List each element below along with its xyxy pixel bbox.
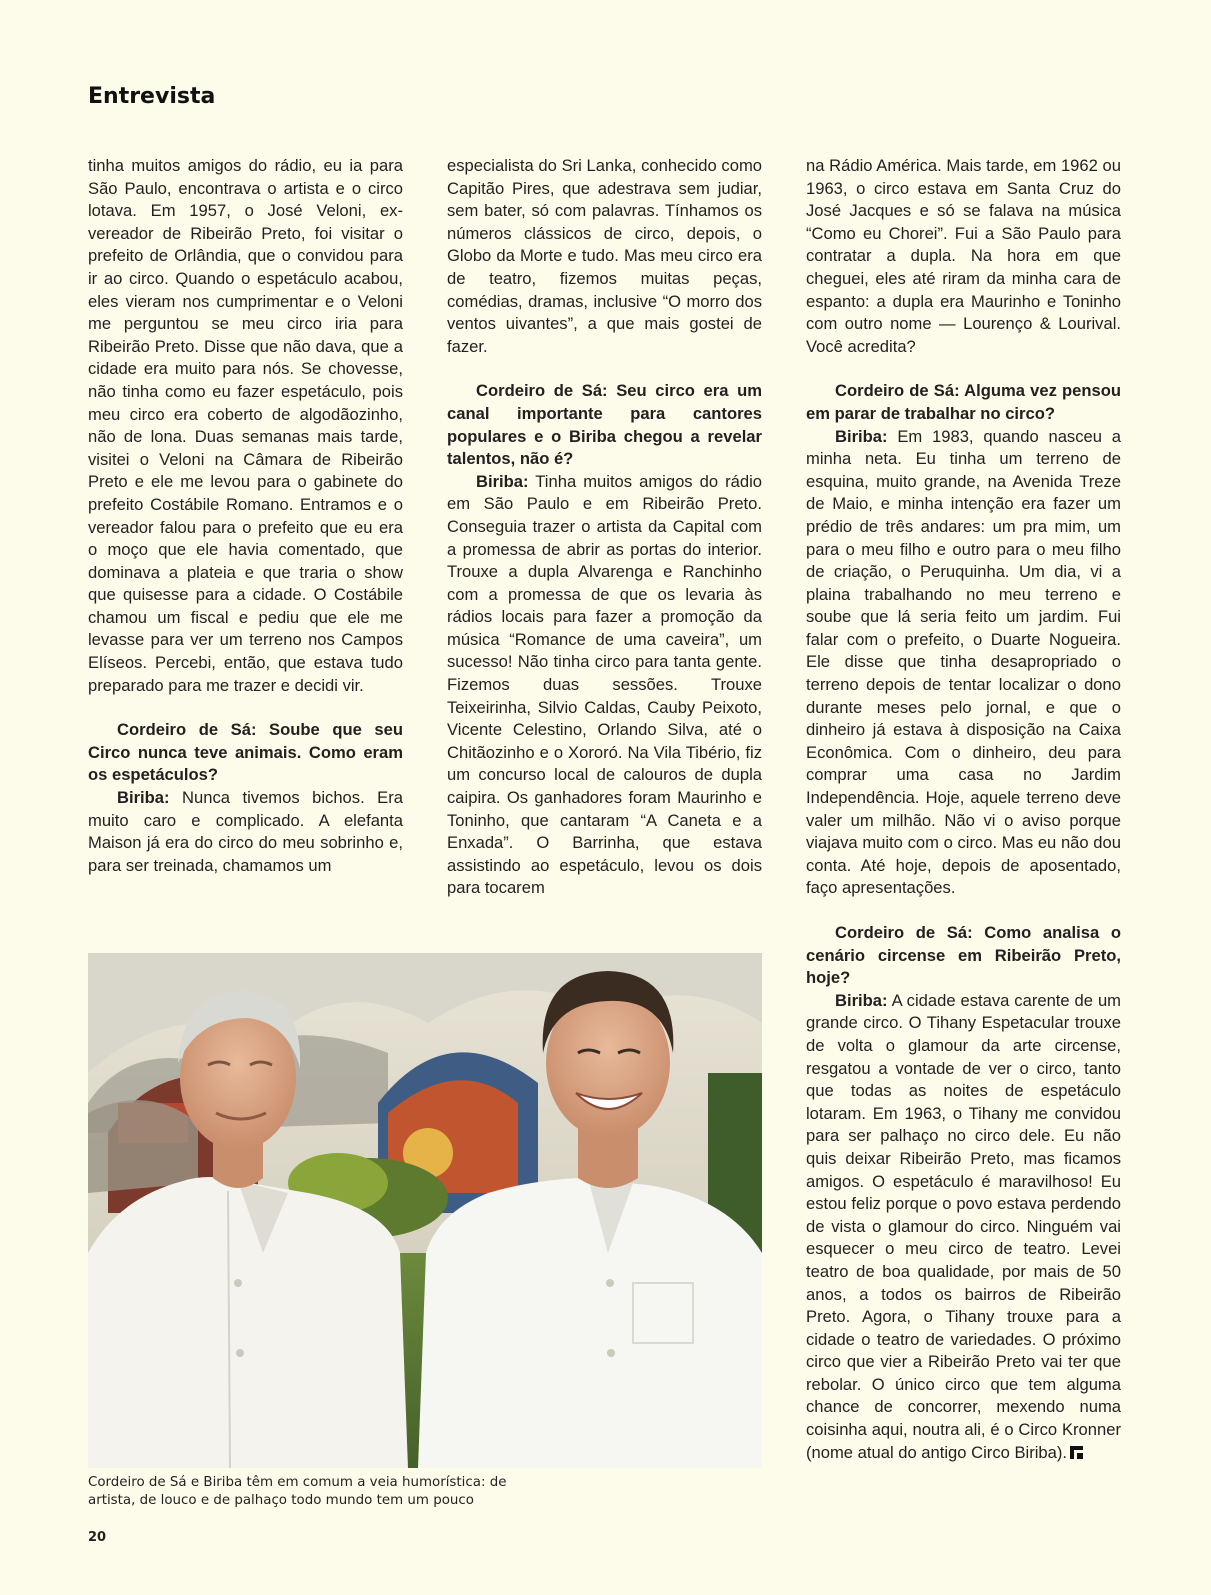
interview-answer [806,426,1121,900]
answer-text: Nunca tivemos bichos. Era muito caro e complicado. A elefanta Maison já era do circo do meu sobrinho e, para ser treinada, chamamos um [88,788,403,875]
photo-caption: Cordeiro de Sá e Biriba têm em comum a veia humorística: de artista, de louco e de palhaço todo mundo tem um pouco [88,1475,507,1508]
speaker-name: Biriba: [835,426,888,446]
interview-answer [88,787,403,877]
article-column-2 [447,155,762,900]
interview-question: Cordeiro de Sá: Seu circo era um canal importante para cantores populares e o Biriba chegou a revelar talentos, não é? [447,381,762,469]
photo-illustration [88,953,762,1468]
article-paragraph: na Rádio América. Mais tarde, em 1962 ou 1963, o circo estava em Santa Cruz do José Jacques e só se falava na música “Como eu Chorei”. Fui a São Paulo para contratar a dupla. Na hora em que cheguei, eles até riram da minha cara de espanto: a dupla era Maurinho e Toninho com outro nome — Lourenço & Lourival. Você acredita? [806,156,1121,356]
interview-answer [447,471,762,900]
speaker-name: Biriba: [476,471,529,491]
article-column-3 [806,155,1121,1505]
interview-question: Cordeiro de Sá: Alguma vez pensou em parar de trabalhar no circo? [806,381,1121,423]
speaker-name: Biriba: [835,990,888,1010]
speaker-name: Biriba: [117,788,170,808]
article-paragraph: tinha muitos amigos do rádio, eu ia para São Paulo, encontrava o artista e o circo lotava. Em 1957, o José Veloni, ex-vereador de Ribeirão Preto, foi visitar o prefeito de Orlândia, que o convidou para ir ao circo. Quando o espetáculo acabou, eles vieram nos cumprimentar e o Veloni me perguntou se meu circo iria para Ribeirão Preto. Disse que não dava, que a cidade era muito para nós. Se chovesse, não tinha como eu fazer espetáculo, pois meu circo era coberto de algodãozinho, não de lona. Duas semanas mais tarde, visitei o Veloni na Câmara de Ribeirão Preto e ele me levou para o gabinete do prefeito Costábile Romano. Entramos e o vereador falou para o prefeito que eu era o moço que ele havia comentado, que dominava a plateia e que traria o show que quisesse para a cidade. O Costábile chamou um fiscal e pediu que ele me levasse para ver um terreno nos Campos Elíseos. Percebi, então, que estava tudo preparado para me trazer e decidi vir. [88,156,403,695]
end-of-article-icon [1070,1446,1083,1459]
interview-question: Cordeiro de Sá: Soube que seu Circo nunca teve animais. Como eram os espetáculos? [88,720,403,785]
page-number: 20 [88,1530,107,1545]
answer-text: A cidade estava carente de um grande circo. O Tihany Espetacular trouxe de volta o glamour da arte circense, resgatou a vontade de ver o circo, tanto que todas as noites de espetáculo lotaram. Em 1963, o Tihany me convidou para ser palhaço no circo dele. Eu não quis deixar Ribeirão Preto, mas ficamos amigos. O espetáculo é maravilhoso! Eu estou feliz porque o povo estava perdendo de vista o glamour do circo. Ninguém vai esquecer o meu circo de teatro. Levei teatro de boa qualidade, por mais de 50 anos, a todos os bairros de Ribeirão Preto. Agora, o Tihany trouxe para a cidade o teatro de variedades. O próximo circo que vier a Ribeirão Preto vai ter que rebolar. O único circo que tem alguma chance de concorrer, mexendo numa coisinha aqui, noutra ali, é o Circo Kronner (nome atual do antigo Circo Biriba). [806,990,1121,1462]
answer-text: Em 1983, quando nasceu a minha neta. Eu tinha um terreno de esquina, muito grande, na Avenida Treze de Maio, e minha intenção era fazer um prédio de três andares: um pra mim, um para o meu filho e outro para o meu filho de criação, o Peruquinha. Um dia, vi a plaina trabalhando no meu terreno e soube que lá seria feito um jardim. Fui falar com o prefeito, o Duarte Nogueira. Ele disse que tinha desapropriado o terreno depois de tentar localizar o dono durante meses pelo jornal, e que o dinheiro já estava à disposição na Caixa Econômica. Com o dinheiro, deu para comprar uma casa no Jardim Independência. Hoje, aquele terreno deve valer um milhão. Não vi o aviso porque viajava muito com o circo. Mas eu não dou conta. Até hoje, depois de aposentado, faço apresentações. [806,426,1121,898]
answer-text: Tinha muitos amigos do rádio em São Paulo e em Ribeirão Preto. Conseguia trazer o artista da Capital com a promessa de abrir as portas do interior. Trouxe a dupla Alvarenga e Ranchinho com a promessa de que os levaria às rádios locais para fazer a promoção da música “Romance de uma caveira”, um sucesso! Não tinha circo para tanta gente. Fizemos duas sessões. Trouxe Teixeirinha, Silvio Caldas, Cauby Peixoto, Vicente Celestino, Orlando Silva, até o Chitãozinho e o Xororó. Na Vila Tibério, fiz um concurso local de calouros de dupla caipira. Os ganhadores foram Maurinho e Toninho, que cantaram “A Caneta e a Enxada”. O Barrinha, que estava assistindo ao espetáculo, levou os dois para tocarem [447,471,762,898]
interview-photo [88,953,762,1468]
interview-question: Cordeiro de Sá: Como analisa o cenário circense em Ribeirão Preto, hoje? [806,923,1121,988]
article-column-1 [88,155,403,877]
section-label: Entrevista [88,84,216,109]
article-paragraph: especialista do Sri Lanka, conhecido como Capitão Pires, que adestrava sem judiar, sem bater, só com palavras. Tínhamos os números clássicos de circo, depois, o Globo da Morte e tudo. Mas meu circo era de teatro, fizemos muitas peças, comédias, dramas, inclusive “O morro dos ventos uivantes”, a que mais gostei de fazer. [447,156,762,356]
interview-answer [806,990,1121,1464]
